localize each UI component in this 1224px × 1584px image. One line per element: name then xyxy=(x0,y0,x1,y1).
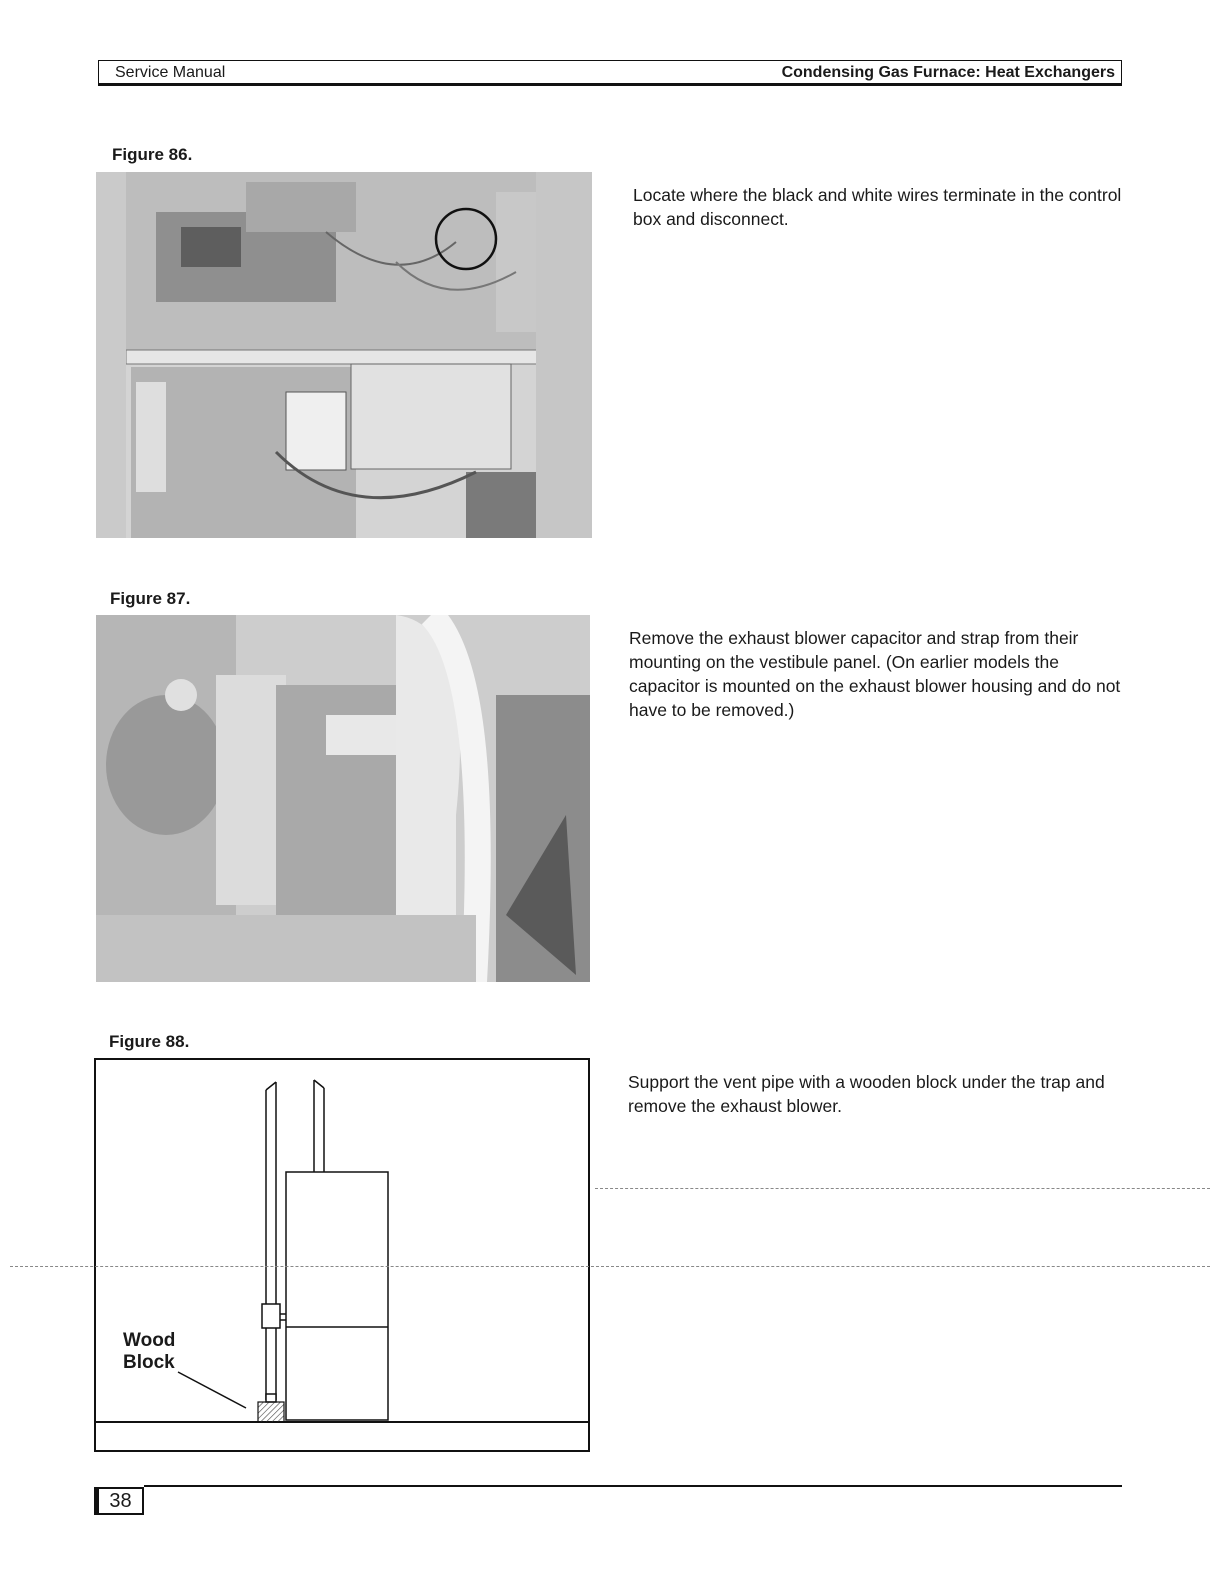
figure-88-diagram xyxy=(94,1058,590,1452)
scan-artifact-line xyxy=(595,1188,1210,1189)
figure-87-instruction: Remove the exhaust blower capacitor and strap from their mounting on the vestibule panel. (On earlier models the capacitor is mounted on the exhaust blower housing and do not have to be removed.) xyxy=(629,628,1121,720)
figure-88-caption: Figure 88. xyxy=(109,1032,190,1051)
wood-block-label-line1: Wood xyxy=(123,1330,176,1351)
page-number: 38 xyxy=(94,1487,144,1515)
header-section-title: Condensing Gas Furnace: Heat Exchangers xyxy=(781,64,1115,81)
figure-88-instruction: Support the vent pipe with a wooden block under the trap and remove the exhaust blower. xyxy=(628,1072,1105,1116)
scan-artifact-line xyxy=(10,1266,1210,1267)
figure-86-instruction: Locate where the black and white wires terminate in the control box and disconnect. xyxy=(633,185,1122,229)
wood-block-label xyxy=(123,1330,175,1374)
page-header xyxy=(98,60,1122,86)
footer-rule xyxy=(144,1485,1122,1487)
figure-86-photo xyxy=(96,172,592,538)
figure-87-caption: Figure 87. xyxy=(110,589,191,608)
figure-86-caption: Figure 86. xyxy=(112,145,193,164)
figure-87-photo xyxy=(96,615,590,982)
header-manual-title: Service Manual xyxy=(115,64,226,81)
wood-block-label-line2: Block xyxy=(123,1352,175,1373)
